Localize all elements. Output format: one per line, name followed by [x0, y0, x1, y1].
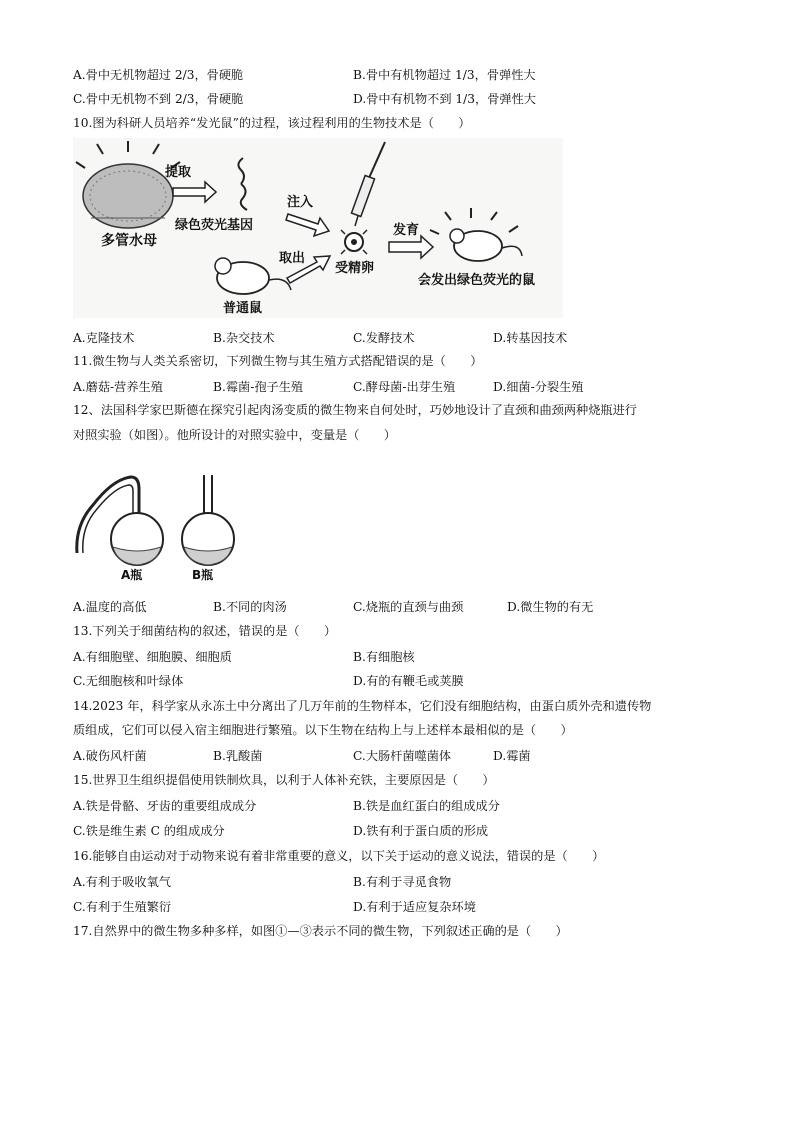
- q13-option-a: A.有细胞壁、细胞膜、细胞质: [73, 650, 232, 664]
- q12-option-c: C.烧瓶的直颈与曲颈: [353, 600, 464, 614]
- q16-option-d: D.有利于适应复杂环境: [353, 900, 476, 914]
- q14-stem-line1: 14.2023 年，科学家从永冻土中分离出了几万年前的生物样本，它们没有细胞结构，由蛋白质外壳和遗传物: [73, 699, 652, 713]
- label-extract: 提取: [165, 165, 192, 180]
- q10-stem: 10.图为科研人员培养“发光鼠”的过程，该过程利用的生物技术是（ ）: [73, 116, 471, 130]
- q11-option-a: A.蘑菇-营养生殖: [73, 380, 163, 394]
- q16-option-b: B.有利于寻觅食物: [353, 875, 452, 889]
- q11-stem: 11.微生物与人类关系密切，下列微生物与其生殖方式搭配错误的是（ ）: [73, 354, 483, 368]
- q11-option-b: B.霉菌-孢子生殖: [213, 380, 304, 394]
- q11-option-d: D.细菌-分裂生殖: [493, 380, 584, 394]
- q17-stem: 17.自然界中的微生物多种多样，如图①—③表示不同的微生物，下列叙述正确的是（ ）: [73, 924, 568, 938]
- q9-option-d: D.骨中有机物不到 1/3，骨弹性大: [353, 92, 536, 106]
- q13-option-c: C.无细胞核和叶绿体: [73, 674, 184, 688]
- flask-a-illustration: [77, 477, 163, 565]
- q14-option-c: C.大肠杆菌噬菌体: [353, 749, 452, 763]
- q15-option-b: B.铁是血红蛋白的组成成分: [353, 799, 500, 813]
- q16-option-c: C.有利于生殖繁衍: [73, 900, 172, 914]
- q9-option-a: A.骨中无机物超过 2/3，骨硬脆: [73, 68, 244, 82]
- q12-stem-line1: 12、法国科学家巴斯德在探究引起肉汤变质的微生物来自何处时，巧妙地设计了直颈和曲颈两种烧瓶进行: [73, 403, 637, 417]
- label-egg: 受精卵: [335, 261, 375, 276]
- q10-option-d: D.转基因技术: [493, 331, 568, 345]
- label-take-out: 取出: [279, 251, 306, 266]
- q12-stem-line2: 对照实验（如图）。他所设计的对照实验中，变量是（ ）: [73, 428, 396, 442]
- q14-option-a: A.破伤风杆菌: [73, 749, 147, 763]
- q13-option-b: B.有细胞核: [353, 650, 415, 664]
- q10-figure: [73, 138, 563, 318]
- q10-option-a: A.克隆技术: [73, 331, 135, 345]
- label-inject: 注入: [287, 195, 314, 210]
- flask-b-illustration: [182, 475, 234, 565]
- label-develop: 发育: [393, 223, 420, 238]
- label-flask-a: A瓶: [121, 568, 143, 582]
- q11-option-c: C.酵母菌-出芽生殖: [353, 380, 456, 394]
- q15-option-d: D.铁有利于蛋白质的形成: [353, 824, 489, 838]
- q12-option-b: B.不同的肉汤: [213, 600, 287, 614]
- q9-option-b: B.骨中有机物超过 1/3，骨弹性大: [353, 68, 536, 82]
- egg-icon: [341, 230, 367, 254]
- label-normal-mouse: 普通鼠: [223, 301, 263, 316]
- q14-option-b: B.乳酸菌: [213, 749, 263, 763]
- label-glow-mouse: 会发出绿色荧光的鼠: [418, 273, 536, 288]
- label-gene: 绿色荧光基因: [175, 218, 254, 233]
- q15-stem: 15.世界卫生组织提倡使用铁制炊具，以利于人体补充铁，主要原因是（ ）: [73, 773, 495, 787]
- q12-option-a: A.温度的高低: [73, 600, 147, 614]
- q12-option-d: D.微生物的有无: [507, 600, 594, 614]
- q13-stem: 13.下列关于细菌结构的叙述，错误的是（ ）: [73, 624, 337, 638]
- q16-stem: 16.能够自由运动对于动物来说有着非常重要的意义，以下关于运动的意义说法，错误的是（ ）: [73, 849, 605, 863]
- q15-option-a: A.铁是骨骼、牙齿的重要组成成分: [73, 799, 257, 813]
- label-jellyfish: 多管水母: [101, 233, 157, 249]
- q10-option-b: B.杂交技术: [213, 331, 275, 345]
- q14-option-d: D.霉菌: [493, 749, 531, 763]
- q16-option-a: A.有利于吸收氧气: [73, 875, 171, 889]
- q10-option-c: C.发酵技术: [353, 331, 415, 345]
- q9-option-c: C.骨中无机物不到 2/3，骨硬脆: [73, 92, 244, 106]
- q15-option-c: C.铁是维生素 C 的组成成分: [73, 824, 225, 838]
- q13-option-d: D.有的有鞭毛或荚膜: [353, 674, 464, 688]
- q12-flask-figure: [73, 465, 243, 585]
- q14-stem-line2: 质组成，它们可以侵入宿主细胞进行繁殖。以下生物在结构上与上述样本最相似的是（ ）: [73, 723, 573, 737]
- label-flask-b: B瓶: [192, 568, 214, 582]
